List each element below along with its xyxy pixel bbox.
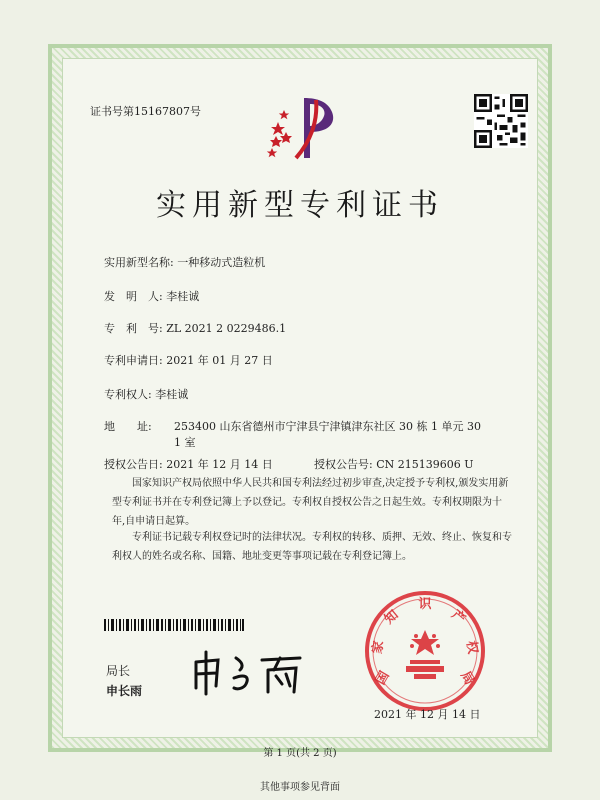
field-value: ZL 2021 2 0229486.1 xyxy=(166,322,287,335)
statement-paragraph-1: 国家知识产权局依照中华人民共和国专利法经过初步审查,决定授予专利权,颁发实用新型专利证书并在专利登记簿上予以登记。专利权自授权公告之日起生效。专利权期限为十年,自申请日起算。 xyxy=(112,478,509,527)
statement-paragraph-2: 专利证书记载专利权登记时的法律状况。专利权的转移、质押、无效、终止、恢复和专利权人的姓名或名称、国籍、地址变更等事项记载在专利登记簿上。 xyxy=(112,532,512,562)
seal-char: 局 xyxy=(457,668,477,688)
field-label: 发 明 人: xyxy=(104,290,163,303)
patent-office-logo xyxy=(266,92,346,162)
field-grant-date xyxy=(104,456,273,472)
field-inventor xyxy=(104,288,199,304)
certificate-title: 实用新型专利证书 xyxy=(156,188,444,223)
qr-code xyxy=(474,94,528,148)
logo-star xyxy=(271,122,285,135)
footer-note: 其他事项参见背面 xyxy=(260,782,340,793)
logo-p-shape xyxy=(304,98,333,158)
field-address-line2: 1 室 xyxy=(174,436,196,449)
field-address xyxy=(104,418,152,434)
logo-star xyxy=(270,136,282,147)
field-value: 2021 年 12 月 14 日 xyxy=(166,458,273,471)
field-value: 一种移动式造粒机 xyxy=(177,256,266,269)
seal-char: 识 xyxy=(418,597,432,612)
field-address-line1: 253400 山东省德州市宁津县宁津镇津东社区 30 栋 1 单元 30 xyxy=(174,420,481,433)
official-seal xyxy=(364,590,486,712)
field-label: 地 址: xyxy=(104,420,152,433)
director-name: 申长雨 xyxy=(106,684,143,698)
field-grant-number xyxy=(314,456,474,472)
field-label: 专 利 号: xyxy=(104,322,163,335)
field-value: 李桂诚 xyxy=(166,290,200,303)
field-value: 李桂诚 xyxy=(155,388,189,401)
logo-star xyxy=(279,110,289,119)
director-signature xyxy=(190,648,320,696)
field-label: 专利权人: xyxy=(104,388,152,401)
seal-char: 知 xyxy=(381,607,402,628)
field-label: 实用新型名称: xyxy=(104,256,174,269)
field-label: 授权公告日: xyxy=(104,458,163,471)
field-label: 授权公告号: xyxy=(314,458,373,471)
director-title: 局长 xyxy=(106,664,131,678)
seal-char: 国 xyxy=(373,668,393,688)
field-value: CN 215139606 U xyxy=(376,458,474,471)
field-patentee xyxy=(104,386,188,402)
seal-char: 家 xyxy=(370,639,388,656)
page-info: 第 1 页(共 2 页) xyxy=(263,748,337,759)
field-filing-date xyxy=(104,352,273,368)
field-value: 2021 年 01 月 27 日 xyxy=(166,354,273,367)
field-patent-number xyxy=(104,320,286,336)
barcode xyxy=(104,619,244,631)
field-label: 专利申请日: xyxy=(104,354,163,367)
seal-date: 2021 年 12 月 14 日 xyxy=(374,708,481,721)
certificate-number: 证书号第15167807号 xyxy=(90,105,201,118)
field-name xyxy=(104,254,265,270)
logo-star xyxy=(267,148,277,157)
seal-char: 权 xyxy=(462,639,480,656)
seal-char: 产 xyxy=(448,607,469,628)
